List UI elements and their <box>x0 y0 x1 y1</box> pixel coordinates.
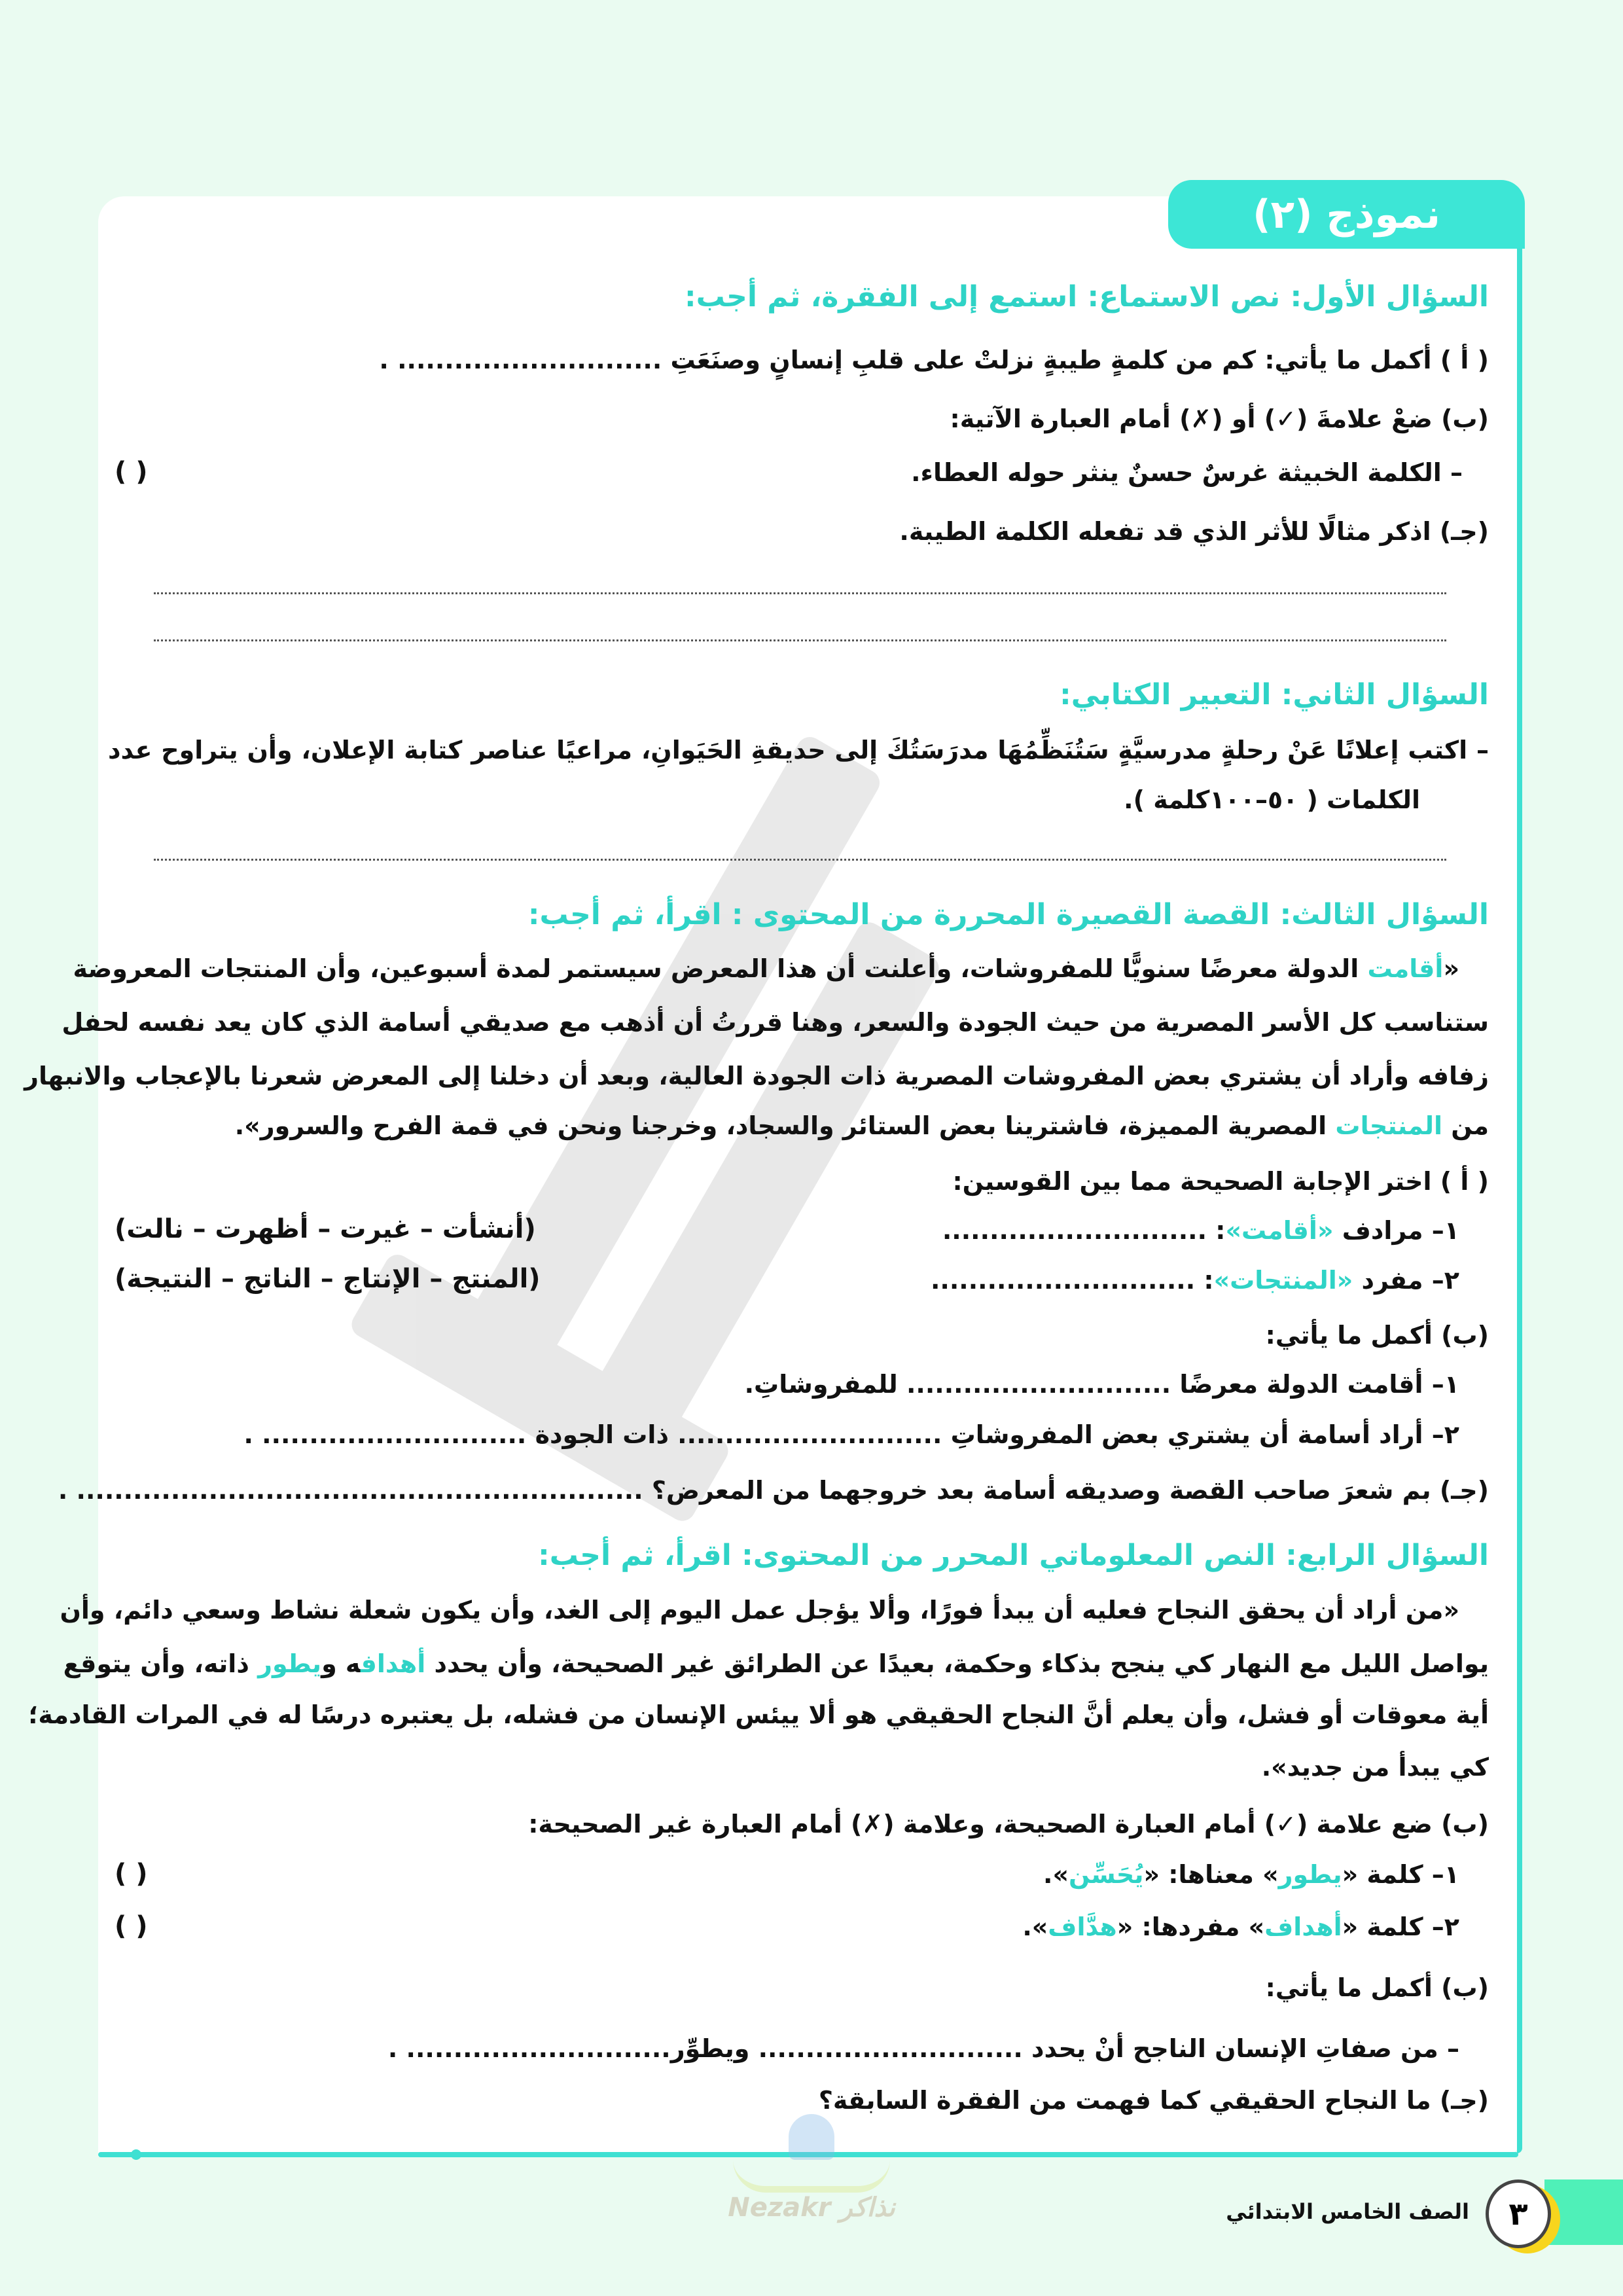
highlight-word: يطور <box>258 1649 322 1678</box>
q3-a2-options: (المنتج – الإنتاج – الناتج – النتيجة) <box>115 1264 541 1294</box>
q3-a1 <box>942 1216 1459 1245</box>
q3-c: (جـ) بم شعرَ صاحب القصة وصديقه أسامة بعد خروجهما من المعرض؟ ............................................................ . <box>58 1476 1489 1505</box>
q3-b1: ١– أقامت الدولة معرضًا ............................ للمفروشاتِ. <box>744 1370 1459 1399</box>
item-text: » مفردها: « <box>1116 1912 1265 1941</box>
paragraph-text: يواصل الليل مع النهار كي ينجح بذكاء وحكمة، بعيدًا عن الطرائق غير الصحيحة، وأن يحدد <box>425 1649 1489 1678</box>
blank[interactable]: : ............................ <box>930 1266 1214 1295</box>
logo-text: Nezakr نذاكر <box>728 2193 895 2223</box>
answer-box[interactable]: ( ) <box>115 1911 148 1941</box>
paragraph-text: ه و <box>321 1649 361 1678</box>
q1-b: (ب) ضعْ علامةَ (✓) أو (✗) أمام العبارة الآتية: <box>950 404 1489 433</box>
q1-a: ( أ ) أكمل ما يأتي: كم من كلمةٍ طيبةٍ نزلتْ على قلبِ إنسانٍ وصنَعَتِ ............................ . <box>379 346 1489 374</box>
item-label: ١– مرادف <box>1333 1216 1459 1245</box>
q3-b2: ٢– أراد أسامة أن يشتري بعض المفروشاتِ ............................ ذات الجودة ............................ . <box>243 1420 1459 1449</box>
q4-paragraph: «من أراد أن يحقق النجاح فعليه أن يبدأ فورًا، وألا يؤجل عمل اليوم إلى الغد، وأن يكون شعلة نشاط وسعي دائم، وأن <box>60 1596 1459 1624</box>
book-icon <box>733 2160 890 2193</box>
q3-heading: السؤال الثالث: القصة القصيرة المحررة من المحتوى : اقرأ، ثم أجب: <box>527 898 1489 931</box>
q4-b: (ب) ضع علامة (✓) أمام العبارة الصحيحة، وعلامة (✗) أمام العبارة غير الصحيحة: <box>528 1810 1489 1839</box>
item-label: ٢– مفرد <box>1353 1266 1459 1295</box>
item-text: ١– كلمة « <box>1342 1860 1459 1889</box>
q2-text: – اكتب إعلانًا عَنْ رحلةٍ مدرسيَّةٍ سَتُنَظِّمُهَا مدرَسَتُكَ إلى حديقةِ الحَيَوانِ، مراعيًا عناصر كتابة الإعلان، وأن يتراوح عدد <box>108 736 1489 764</box>
highlight-word: يُحَسِّن <box>1069 1860 1144 1889</box>
q4-b-complete: (ب) أكمل ما يأتي: <box>1265 1973 1489 2002</box>
q4-paragraph <box>63 1649 1489 1678</box>
page-number: ٣ <box>1486 2179 1551 2248</box>
q3-paragraph <box>73 954 1459 983</box>
q3-paragraph: زفافه وأراد أن يشتري بعض المفروشات المصرية ذات الجودة العالية، وبعد أن دخلنا إلى المعرض شعرنا بالإعجاب والانبهار <box>24 1062 1489 1090</box>
item-text: ». <box>1043 1860 1069 1889</box>
highlight-word: أهداف <box>1264 1912 1342 1941</box>
grade-label: الصف الخامس الابتدائي <box>1226 2199 1469 2224</box>
q4-paragraph: أية معوقات أو فشل، وأن يعلم أنَّ النجاح الحقيقي هو ألا ييئس الإنسان من فشله، بل يعتبره درسًا له في المرات القادمة؛ <box>28 1700 1489 1729</box>
divider-dot <box>131 2149 141 2160</box>
q4-paragraph: كي يبدأ من جديد». <box>1261 1753 1489 1782</box>
highlight-word: المنتجات <box>1335 1111 1443 1140</box>
quote: « <box>1443 954 1459 983</box>
q3-b: (ب) أكمل ما يأتي: <box>1265 1321 1489 1350</box>
answer-line[interactable] <box>154 592 1446 594</box>
q3-a2 <box>931 1266 1459 1295</box>
page-title: نموذج (٢) <box>1168 180 1525 249</box>
highlight-word: «المنتجات» <box>1213 1266 1353 1295</box>
q1-b-statement: – الكلمة الخبيثة غرسٌ حسنٌ ينثر حوله العطاء. <box>911 458 1463 487</box>
item-text: ٢– كلمة « <box>1342 1912 1459 1941</box>
item-text: » معناها: « <box>1143 1860 1279 1889</box>
answer-line[interactable] <box>154 859 1446 861</box>
q3-paragraph <box>235 1111 1489 1140</box>
q4-b1 <box>1043 1860 1459 1889</box>
q4-c: (جـ) ما النجاح الحقيقي كما فهمت من الفقرة السابقة؟ <box>818 2086 1489 2115</box>
answer-box[interactable]: ( ) <box>115 1859 148 1889</box>
graduation-cap-icon <box>789 2114 834 2160</box>
q4-b2 <box>1022 1912 1459 1941</box>
highlight-word: «أقامت» <box>1225 1216 1334 1245</box>
nezakr-logo <box>720 2114 903 2232</box>
answer-box[interactable]: ( ) <box>115 457 148 487</box>
highlight-word: أقامت <box>1367 954 1444 983</box>
q2-text: الكلمات ( ٥٠–١٠٠كلمة ). <box>1124 785 1420 814</box>
highlight-word: يطور <box>1278 1860 1342 1889</box>
blank[interactable]: : ............................ <box>942 1216 1226 1245</box>
q4-heading: السؤال الرابع: النص المعلوماتي المحرر من المحتوى: اقرأ، ثم أجب: <box>538 1539 1489 1572</box>
q3-a1-options: (أنشأت – غيرت – أظهرت – نالت) <box>115 1214 536 1244</box>
q3-a: ( أ ) اختر الإجابة الصحيحة مما بين القوسين: <box>952 1167 1489 1196</box>
q1-heading: السؤال الأول: نص الاستماع: استمع إلى الفقرة، ثم أجب: <box>684 280 1489 314</box>
card-border <box>1517 249 1522 2153</box>
highlight-word: هدَّاف <box>1048 1912 1117 1941</box>
q4-complete-line: – من صفاتِ الإنسان الناجح أنْ يحدد ............................ ويطوِّر............................ . <box>387 2034 1459 2063</box>
q3-paragraph: ستناسب كل الأسر المصرية من حيث الجودة والسعر، وهنا قررتُ أن أذهب مع صديقي أسامة الذي كان يعد نفسه لحفل <box>62 1008 1489 1037</box>
paragraph-text: المصرية المميزة، فاشترينا بعض الستائر والسجاد، وخرجنا ونحن في قمة الفرح والسرور». <box>234 1111 1336 1140</box>
answer-line[interactable] <box>154 639 1446 641</box>
paragraph-text: ذاته، وأن يتوقع <box>63 1649 259 1678</box>
item-text: ». <box>1022 1912 1048 1941</box>
q2-heading: السؤال الثاني: التعبير الكتابي: <box>1060 678 1489 711</box>
footer-tab <box>1544 2179 1623 2245</box>
q1-c: (جـ) اذكر مثالًا للأثر الذي قد تفعله الكلمة الطيبة. <box>899 517 1489 546</box>
paragraph-text: من <box>1442 1111 1489 1140</box>
highlight-word: أهداف <box>360 1649 426 1678</box>
paragraph-text: الدولة معرضًا سنويًّا للمفروشات، وأعلنت أن هذا المعرض سيستمر لمدة أسبوعين، وأن المنتجات المعروضة <box>73 954 1368 983</box>
